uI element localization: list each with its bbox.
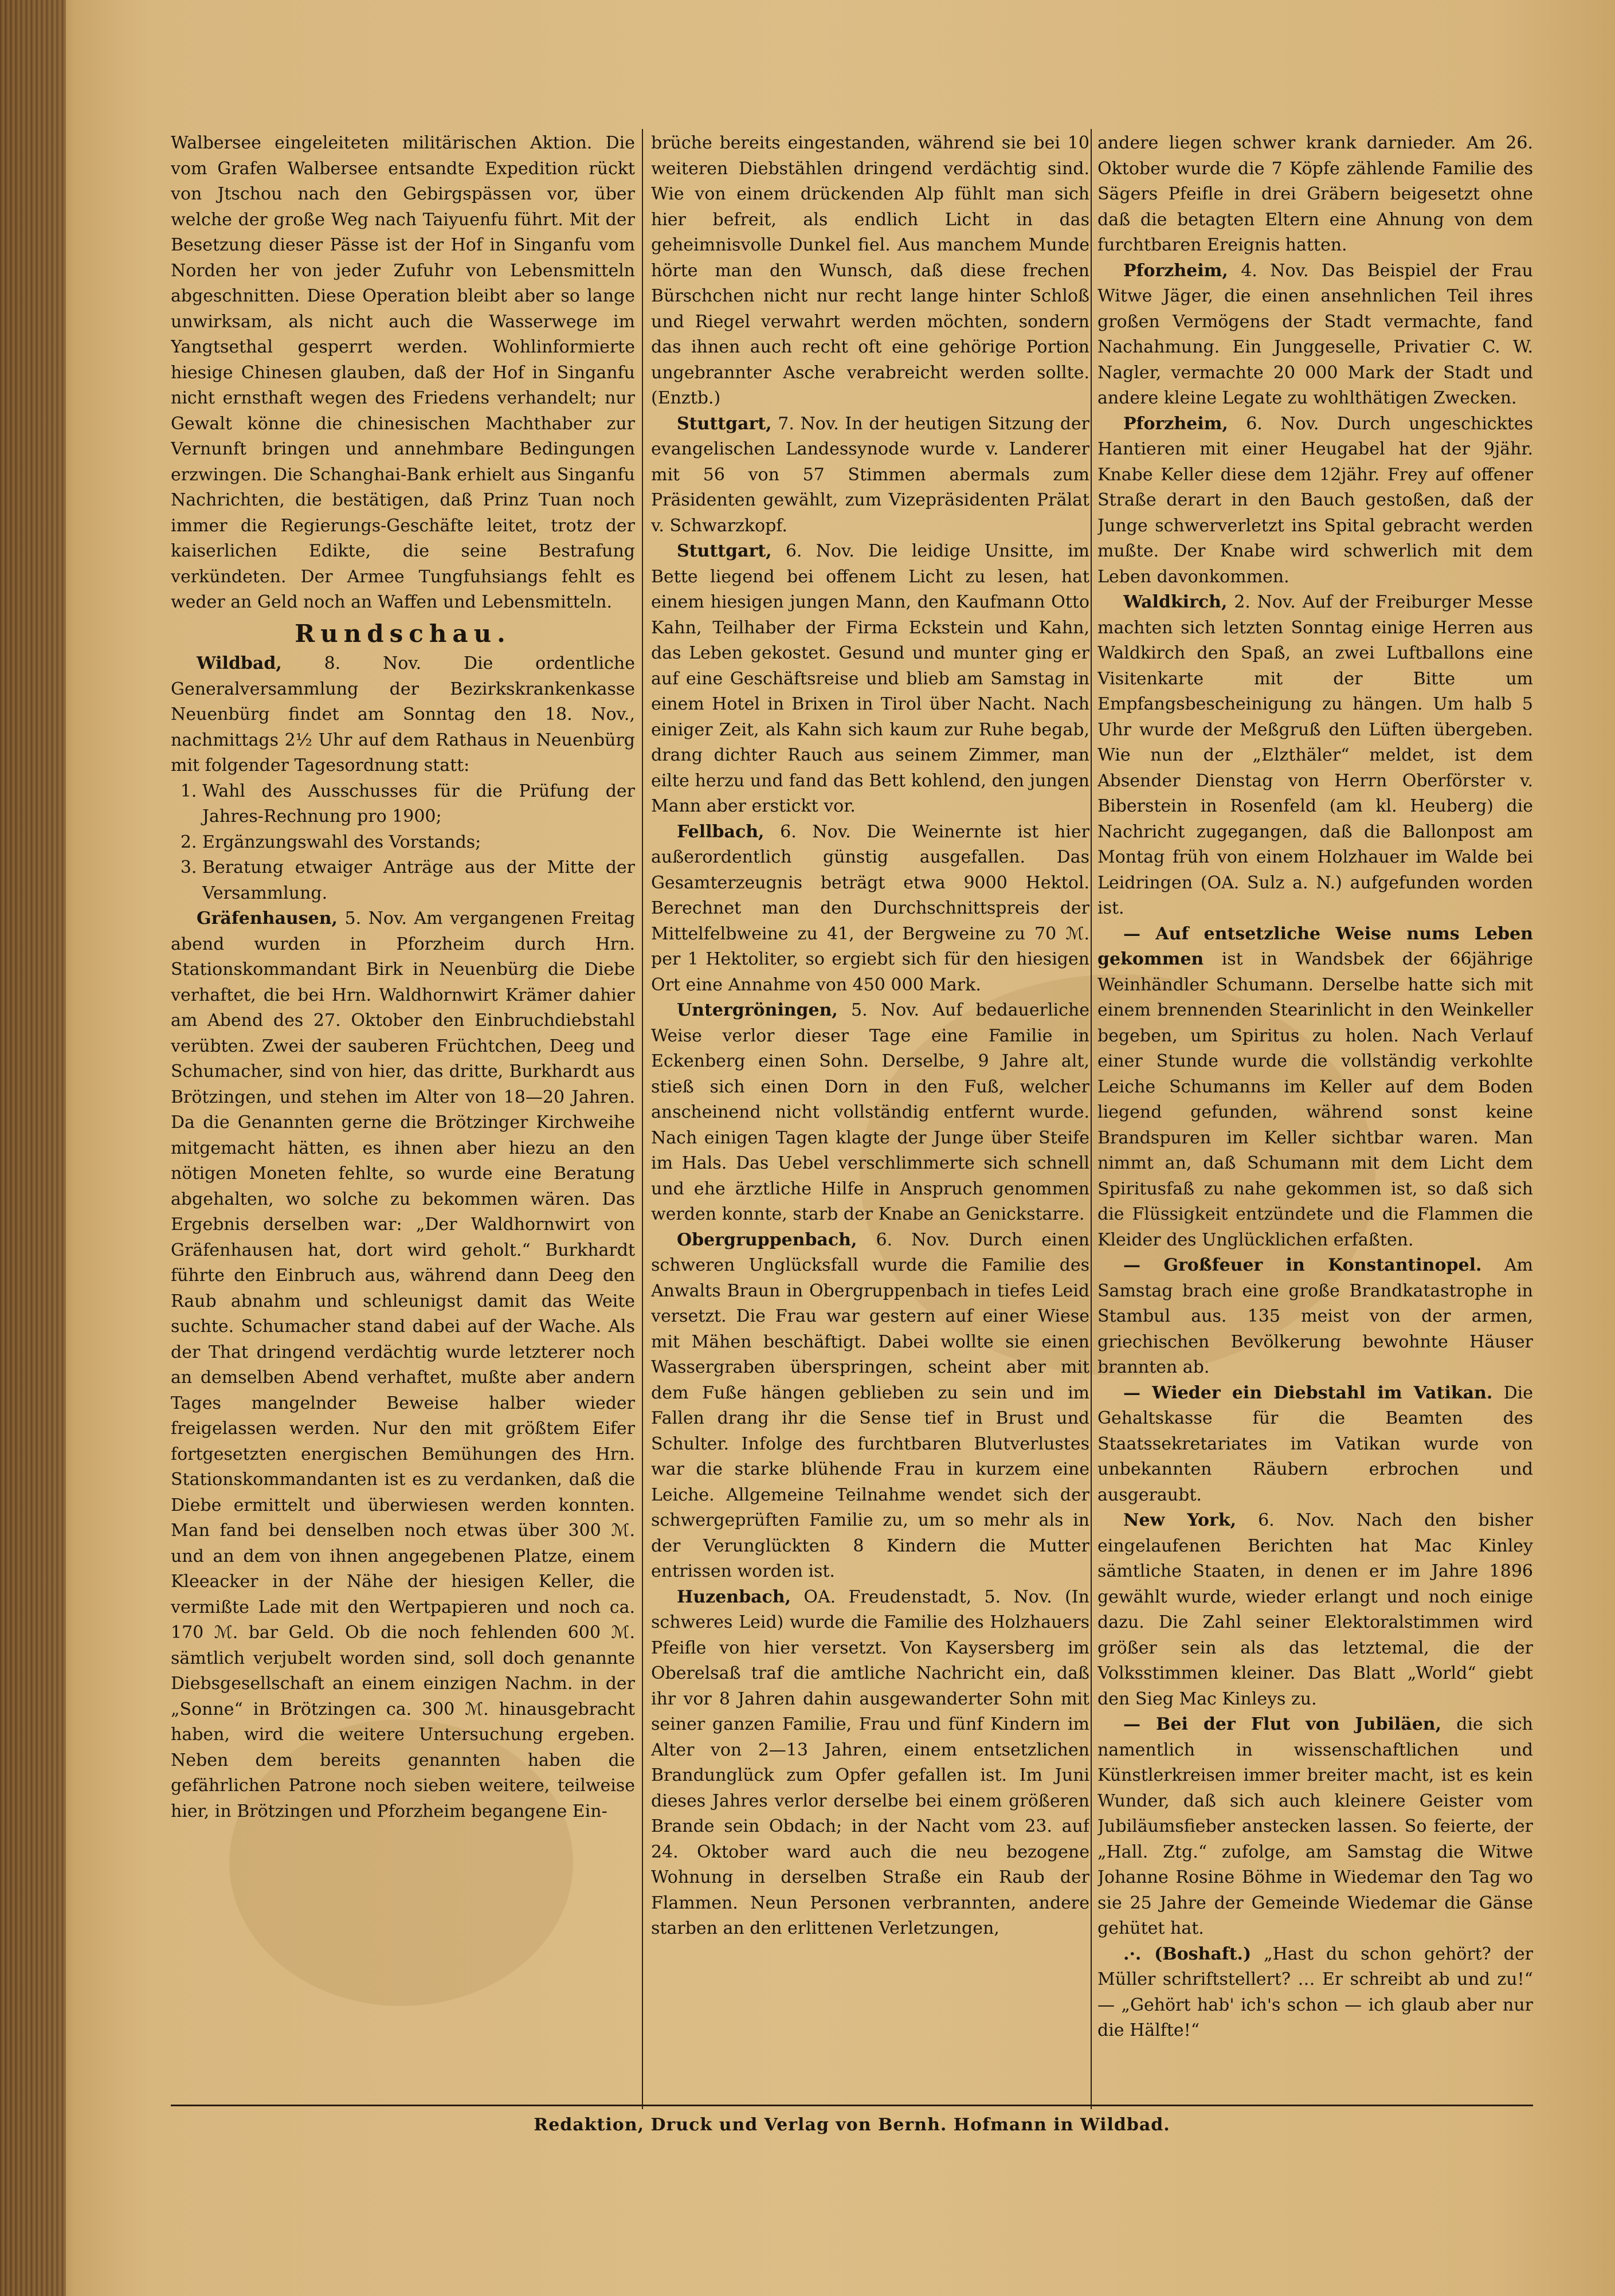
- article-text: 6. Nov. Die leidige Unsitte, im Bette liegend bei offenem Licht zu lesen, hat einem hiesigen jungen Mann, den Kaufmann Otto Kahn, Teilhaber der Firma Eckstein und Kahn, das Leben gekostet. Gesund und munter ging er auf eine Geschäftsreise und blieb am Samstag in einem Hotel in Brixen in Tirol über Nacht. Nach einiger Zeit, als Kahn sich kaum zur Ruhe begab, drang dichter Rauch aus seinem Zimmer, man eilte herzu und fand das Bett kohlend, den jungen Mann aber erstickt vor.: [651, 541, 1089, 816]
- article-text: 6. Nov. Nach den bisher eingelaufenen Berichten hat Mac Kinley sämtliche Staaten, in denen er im Jahre 1896 gewählt wurde, wieder erlangt und noch einige dazu. Die Zahl seiner Elektoralstimmen wird größer sein als das letztemal, die der Volksstimmen kleiner. Das Blatt „World“ giebt den Sieg Mac Kinleys zu.: [1097, 1510, 1533, 1709]
- dateline: Pforzheim,: [1123, 413, 1228, 434]
- article: [171, 906, 635, 1824]
- article: [1097, 1253, 1533, 1381]
- dateline: New York,: [1123, 1510, 1237, 1530]
- article: [171, 651, 635, 779]
- dateline: Wildbad,: [197, 653, 282, 673]
- article: [1097, 1508, 1533, 1712]
- dateline: Pforzheim,: [1123, 260, 1228, 281]
- article: [651, 539, 1089, 820]
- article-text: 6. Nov. Durch einen schweren Unglücksfall wurde die Familie des Anwalts Braun in Obergruppenbach in tiefes Leid versetzt. Die Frau war gestern auf einer Wiese mit Mähen beschäftigt. Dabei wollte sie einen Wassergraben überspringen, scheint aber mit dem Fuße hängen geblieben zu sein und im Fallen drang ihr die Sense tief in Brust und Schulter. Infolge des furchtbaren Blutverlustes war die starke blühende Frau in kurzem eine Leiche. Allgemeine Teilnahme wendet sich der schwergeprüften Familie zu, um so mehr als in der Verunglückten 8 Kindern die Mutter entrissen worden ist.: [651, 1229, 1089, 1581]
- dateline: Untergröningen,: [677, 1000, 838, 1020]
- imprint: Redaktion, Druck und Verlag von Bernh. Hofmann in Wildbad.: [534, 2115, 1170, 2135]
- article-text: andere liegen schwer krank darnieder. Am 26. Oktober wurde die 7 Köpfe zählende Familie des Sägers Pfeifle in drei Gräbern beigesetzt ohne daß die betagten Eltern eine Ahnung von dem furchtbaren Ereignis hatten.: [1097, 133, 1533, 255]
- article-text: Die Gehaltskasse für die Beamten des Staatssekretariates im Vatikan wurde von unbekannten Räubern erbrochen und ausgeraubt.: [1097, 1382, 1533, 1505]
- footer-rule: [171, 2105, 1533, 2106]
- article-text: Am Samstag brach eine große Brandkatastrophe in Stambul aus. 135 meist von der armen, griechischen Bevölkerung bewohnte Häuser brannten ab.: [1097, 1255, 1533, 1377]
- dateline: Fellbach,: [677, 821, 765, 842]
- article: [1097, 922, 1533, 1253]
- article-text: brüche bereits eingestanden, während sie bei 10 weiteren Diebstählen dringend verdächtig sind. Wie von einem drückenden Alp fühlt man sich hier befreit, als endlich Licht in das geheimnisvolle Dunkel fiel. Aus manchem Munde hörte man den Wunsch, daß diese frechen Bürschchen nicht nur recht lange hinter Schloß und Riegel verwahrt werden möchten, sondern das ihnen auch recht oft eine gehörige Portion ungebrannter Asche verabreicht werden sollte. (Enztb.): [651, 133, 1089, 408]
- article-text: 8. Nov. Die ordentliche Generalversammlung der Bezirkskrankenkasse Neuenbürg findet am Sonntag den 18. Nov., nachmittags 2½ Uhr auf dem Rathaus in Neuenbürg mit folgender Tagesordnung statt:: [171, 653, 635, 775]
- article-text: 2. Nov. Auf der Freiburger Messe machten sich letzten Sonntag einige Herren aus Waldkirch den Spaß, an zwei Luftballons eine Visitenkarte mit der Bitte um Empfangsbescheinigung zu hängen. Um halb 5 Uhr wurde der Meßgruß den Lüften übergeben. Wie nun der „Elzthäler“ meldet, ist dem Absender Dienstag von Herrn Oberförster v. Biberstein in Rosenfeld (am kl. Heuberg) die Nachricht zugegangen, daß die Ballonpost am Montag früh von einem Holzhauer im Walde bei Leidringen (OA. Sulz a. N.) aufgefunden worden ist.: [1097, 592, 1533, 918]
- article: [1097, 590, 1533, 922]
- headline: — Bei der Flut von Jubiläen,: [1123, 1714, 1442, 1734]
- headline: — Auf entsetzliche Weise nums Leben gekommen: [1097, 923, 1533, 969]
- dateline: Gräfenhausen,: [197, 908, 338, 928]
- article-text: 6. Nov. Durch ungeschicktes Hantieren mit einer Heugabel hat der 9jähr. Knabe Keller diese dem 12jähr. Frey auf offener Straße derart in den Bauch gestoßen, daß der Junge schwerverletzt ins Spital gebracht werden mußte. Der Knabe wird schwerlich mit dem Leben davonkommen.: [1097, 413, 1533, 587]
- dateline: Stuttgart,: [677, 413, 772, 434]
- article: [651, 412, 1089, 539]
- article-text: OA. Freudenstadt, 5. Nov. (In schweres Leid) wurde die Familie des Holzhauers Pfeifle von hier versetzt. Von Kaysersberg im Oberelsaß traf die amtliche Nachricht ein, daß ihr vor 8 Jahren dahin ausgewanderter Sohn mit seiner ganzen Familie, Frau und fünf Kindern im Alter von 2—13 Jahren, einem entsetzlichen Brandunglück zum Opfer gefallen ist. Im Juni dieses Jahres verlor derselbe bei einem größeren Brande sein Obdach; in der Nacht vom 23. auf 24. Oktober ward auch die neu bezogene Wohnung in derselben Straße ein Raub der Flammen. Neun Personen verbrannten, andere starben an den erlittenen Verletzungen,: [651, 1586, 1089, 1938]
- article-text: 7. Nov. In der heutigen Sitzung der evangelischen Landessynode wurde v. Landerer mit 56 von 57 Stimmen abermals zum Präsidenten gewählt, zum Vizepräsidenten Prälat v. Schwarzkopf.: [651, 413, 1089, 536]
- article: [651, 820, 1089, 998]
- list-item: 3. Beratung etwaiger Anträge aus der Mitte der Versammlung.: [202, 855, 635, 906]
- article: [651, 998, 1089, 1228]
- article-text: 5. Nov. Auf bedauerliche Weise verlor dieser Tage eine Familie in Eckenberg einen Sohn. Derselbe, 9 Jahre alt, stieß sich einen Dorn in den Fuß, welcher anscheinend nicht vollständig entfernt wurde. Nach einigen Tagen klagte der Junge über Steife im Hals. Das Uebel verschlimmerte sich schnell und ehe ärztliche Hilfe in Anspruch genommen werden konnte, starb der Knabe an Genickstarre.: [651, 1000, 1089, 1224]
- dateline: Huzenbach,: [677, 1586, 791, 1607]
- article: [651, 1585, 1089, 1942]
- article-text: 4. Nov. Das Beispiel der Frau Witwe Jäger, die einen ansehnlichen Teil ihres großen Vermögens der Stadt vermachte, fand Nachahmung. Ein Junggeselle, Privatier C. W. Nagler, vermachte 20 000 Mark der Stadt und andere kleine Legate zu wohlthätigen Zwecken.: [1097, 260, 1533, 408]
- column-1: [171, 131, 635, 2105]
- headline: .·. (Boshaft.): [1123, 1944, 1252, 1964]
- section-heading: Rundschau.: [295, 619, 511, 648]
- article-text: „Hast du schon gehört? der Müller schriftstellert? … Er schreibt ab und zu!“ — „Gehört hab' ich's schon — ich glaub aber nur die Hälfte!“: [1097, 1944, 1533, 2040]
- article-text: Walbersee eingeleiteten militärischen Aktion. Die vom Grafen Walbersee entsandte Expedition rückt von Jtschou nach den Gebirgspässen vor, über welche der große Weg nach Taiyuenfu führt. Mit der Besetzung dieser Pässe ist der Hof in Singanfu vom Norden her von jeder Zufuhr von Lebensmitteln abgeschnitten. Diese Operation bleibt aber so lange unwirksam, als nicht auch die Wasserwege im Yangtsethal gesperrt werden. Wohlinformierte hiesige Chinesen glauben, daß der Hof in Singanfu nicht ernsthaft wegen des Friedens verhandelt; nur Gewalt könne die chinesischen Machthaber zur Vernunft bringen und annehmbare Bedingungen erzwingen. Die Schanghai-Bank erhielt aus Singanfu Nachrichten, die bestätigen, daß Prinz Tuan noch immer die Regierungs-Geschäfte leitet, trotz der kaiserlichen Edikte, die seine Bestrafung verkündeten. Der Armee Tungfuhsiangs fehlt es weder an Geld noch an Waffen und Lebensmitteln.: [171, 133, 635, 612]
- article: [1097, 1942, 1533, 2044]
- article-text: die sich namentlich in wissenschaftlichen und Künstlerkreisen immer breiter macht, ist es kein Wunder, daß sich auch kleinere Geister vom Jubiläumsfieber anstecken lassen. So feierte, der „Hall. Ztg.“ zufolge, am Samstag die Witwe Johanne Rosine Böhme in Wiedemar den Tag wo sie 25 Jahre der Gemeinde Wiedemar die Gänse gehütet hat.: [1097, 1714, 1533, 1938]
- column-rule: [642, 129, 643, 2109]
- dateline: Stuttgart,: [677, 541, 772, 561]
- agenda-list: [171, 779, 635, 907]
- column-2: [651, 131, 1089, 2105]
- book-spine: [0, 0, 66, 2296]
- article: [1097, 1381, 1533, 1509]
- article-text: 5. Nov. Am vergangenen Freitag abend wurden in Pforzheim durch Hrn. Stationskommandant Birk in Neuenbürg die Diebe verhaftet, die bei Hrn. Waldhornwirt Krämer dahier am Abend des 27. Oktober den Einbruchdiebstahl verübten. Zwei der sauberen Früchtchen, Deeg und Schumacher, sind von hier, das dritte, Burkhardt aus Brötzingen, und stehen im Alter von 18—20 Jahren. Da die Genannten gerne die Brötzinger Kirchweihe mitgemacht hätten, es ihnen aber hiezu an den nötigen Moneten fehlte, so wurde eine Beratung abgehalten, wo solche zu bekommen wären. Das Ergebnis derselben war: „Der Waldhornwirt von Gräfenhausen hat, dort wird geholt.“ Burkhardt führte den Einbruch aus, während dann Deeg den Raub abnahm und schleunigst damit das Weite suchte. Schumacher stand dabei auf der Wache. Als der That dringend verdächtig wurde letzterer noch an demselben Abend verhaftet, mußte aber andern Tages mangelnder Beweise halber wieder freigelassen werden. Nur den mit größtem Eifer fortgesetzten energischen Bemühungen des Hrn. Stationskommandanten ist es zu verdanken, daß die Diebe ermittelt und überwiesen werden konnten. Man fand bei denselben noch etwas über 300 ℳ. und an dem von ihnen angegebenen Platze, einem Kleeacker in der Nähe der hiesigen Keller, die vermißte Lade mit den Wertpapieren und noch ca. 170 ℳ. bar Geld. Ob die noch fehlenden 600 ℳ. sämtlich verjubelt worden sind, soll doch genannte Diebsgesellschaft an einem einzigen Nachm. in der „Sonne“ in Brötzingen ca. 300 ℳ. hinausgebracht haben, wird die weitere Untersuchung ergeben. Neben dem bereits genannten haben die gefährlichen Patrone noch sieben weitere, teilweise hier, in Brötzingen und Pforzheim begangene Ein-: [171, 908, 635, 1821]
- headline: — Großfeuer in Konstantinopel.: [1123, 1255, 1482, 1275]
- list-item: 2. Ergänzungswahl des Vorstands;: [202, 830, 635, 856]
- article: [651, 1228, 1089, 1585]
- column-rule: [1091, 129, 1092, 2109]
- article: [1097, 412, 1533, 590]
- article: [1097, 1712, 1533, 1942]
- column-3: [1097, 131, 1533, 2105]
- headline: — Wieder ein Diebstahl im Vatikan.: [1123, 1382, 1493, 1403]
- dateline: Waldkirch,: [1123, 592, 1228, 612]
- article-text: 6. Nov. Die Weinernte ist hier außerordentlich günstig ausgefallen. Das Gesamterzeugnis beträgt etwa 9000 Hektol. Berechnet man den Durchschnittspreis der Mittelfelbweine zu 41, der Bergweine zu 70 ℳ. per 1 Hektoliter, so ergiebt sich für den hiesigen Ort eine Annahme von 450 000 Mark.: [651, 821, 1089, 995]
- article: [1097, 258, 1533, 412]
- article-text: ist in Wandsbek der 66jährige Weinhändler Schumann. Derselbe hatte sich mit einem brennenden Stearinlicht in den Weinkeller begeben, um Spiritus zu holen. Nach Verlauf einer Stunde wurde die vollständig verkohlte Leiche Schumanns im Keller auf dem Boden liegend gefunden, während sonst keine Brandspuren im Keller sichtbar waren. Man nimmt an, daß Schumann mit dem Licht dem Spiritusfaß zu nahe gekommen ist, so daß sich die Flüssigkeit entzündete und die Flammen die Kleider des Unglücklichen erfaßten.: [1097, 949, 1533, 1250]
- dateline: Obergruppenbach,: [677, 1229, 857, 1250]
- list-item: 1. Wahl des Ausschusses für die Prüfung der Jahres-Rechnung pro 1900;: [202, 779, 635, 830]
